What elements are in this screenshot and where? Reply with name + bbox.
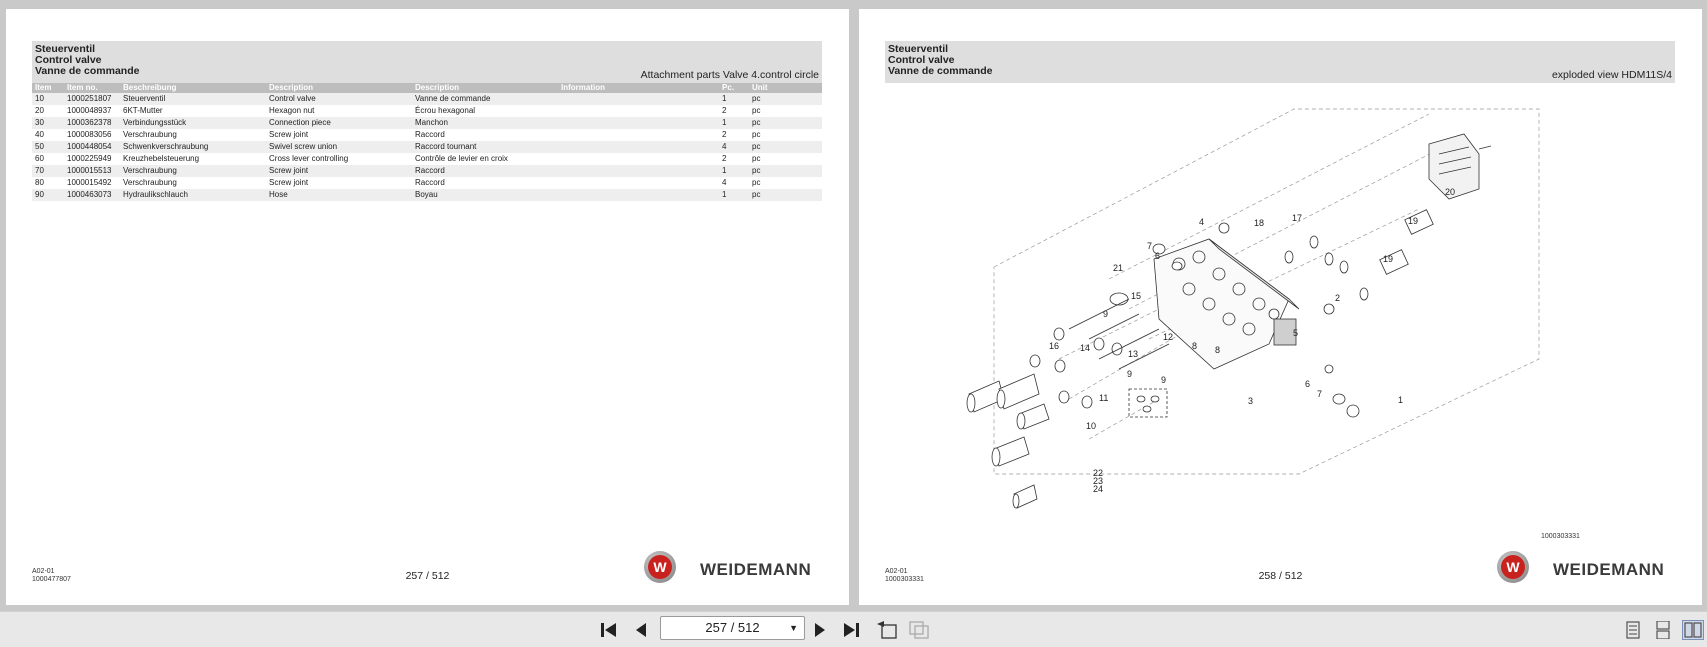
table-cell-en: Control valve bbox=[266, 93, 412, 105]
table-cell-unit: pc bbox=[749, 165, 822, 177]
table-cell-en: Hose bbox=[266, 189, 412, 201]
table-row bbox=[32, 117, 822, 129]
history-back-icon bbox=[876, 621, 898, 639]
title-english: Control valve bbox=[888, 54, 955, 66]
table-row bbox=[32, 141, 822, 153]
table-cell-info bbox=[558, 141, 719, 153]
callout-label: 6 bbox=[1305, 379, 1311, 389]
callout-label: 9 bbox=[1103, 309, 1109, 319]
table-cell-info bbox=[558, 117, 719, 129]
table-cell-de: Steuerventil bbox=[120, 93, 266, 105]
callout-label: 23 bbox=[1093, 476, 1104, 486]
table-cell-fr: Boyau bbox=[412, 189, 558, 201]
table-cell-item: 50 bbox=[32, 141, 64, 153]
table-cell-unit: pc bbox=[752, 154, 761, 163]
callout-label: 6 bbox=[1155, 251, 1161, 261]
table-cell-de: Verschraubung bbox=[120, 165, 266, 177]
history-forward-icon bbox=[908, 621, 930, 639]
table-cell-en: Hexagon nut bbox=[269, 106, 315, 115]
table-cell-no: 1000015513 bbox=[64, 165, 120, 177]
table-row bbox=[32, 177, 822, 189]
callout-label: 11 bbox=[1099, 393, 1109, 403]
table-cell-en: Cross lever controlling bbox=[269, 154, 349, 163]
callout-label: 3 bbox=[1248, 396, 1254, 406]
table-cell-unit: pc bbox=[749, 117, 822, 129]
callout-label: 21 bbox=[1113, 263, 1124, 273]
table-cell-no: 1000083056 bbox=[67, 130, 112, 139]
go-back-button[interactable] bbox=[876, 620, 898, 640]
table-cell-info bbox=[558, 105, 719, 117]
title-german: Steuerventil bbox=[888, 43, 949, 55]
table-cell-en: Connection piece bbox=[266, 117, 412, 129]
table-cell-fr: Vanne de commande bbox=[412, 93, 558, 105]
table-cell-unit: pc bbox=[749, 93, 822, 105]
table-cell-pc: 1 bbox=[719, 189, 749, 201]
drawing-number: 1000303331 bbox=[1541, 533, 1580, 540]
table-cell-de: 6KT-Mutter bbox=[123, 106, 163, 115]
callout-label: 19 bbox=[1383, 254, 1394, 264]
table-row bbox=[32, 129, 822, 141]
table-cell-pc: 4 bbox=[719, 141, 749, 153]
viewer-toolbar bbox=[0, 611, 1707, 647]
single-page-view-button[interactable] bbox=[1622, 620, 1644, 640]
table-cell-item: 90 bbox=[32, 189, 64, 201]
table-cell-info bbox=[558, 189, 719, 201]
exploded-view-drawing bbox=[859, 9, 1702, 549]
table-cell-unit: pc bbox=[752, 106, 761, 115]
parts-list-header bbox=[32, 41, 822, 83]
footer-code: A02-01 bbox=[32, 568, 55, 575]
table-cell-fr: Raccord bbox=[415, 178, 445, 187]
brand-name: WEIDEMANN bbox=[1553, 560, 1665, 579]
callout-label: 22 bbox=[1093, 468, 1104, 478]
table-cell-fr: Raccord tournant bbox=[412, 141, 558, 153]
go-forward-button[interactable] bbox=[908, 620, 930, 640]
col-item: Item bbox=[32, 83, 64, 93]
col-information: Information bbox=[558, 83, 719, 93]
table-cell-no: 1000251807 bbox=[64, 93, 120, 105]
table-cell-fr: Raccord bbox=[415, 130, 445, 139]
previous-page-icon bbox=[634, 622, 648, 638]
callout-label: 8 bbox=[1192, 341, 1198, 351]
previous-page-button[interactable] bbox=[630, 620, 652, 640]
logo-letter: W bbox=[1501, 555, 1525, 579]
callout-label: 16 bbox=[1049, 341, 1060, 351]
col-pc: Pc. bbox=[719, 83, 749, 93]
table-cell-info bbox=[558, 165, 719, 177]
next-page-icon bbox=[813, 622, 827, 638]
drawing-subtitle: exploded view HDM11S/4 bbox=[1551, 69, 1672, 81]
table-cell-pc: 1 bbox=[719, 165, 749, 177]
left-page bbox=[6, 9, 849, 605]
table-cell-item: 30 bbox=[32, 117, 64, 129]
single-page-icon bbox=[1625, 621, 1641, 639]
first-page-icon bbox=[600, 622, 618, 638]
table-cell-de: Verbindungsstück bbox=[120, 117, 266, 129]
table-cell-en: Screw joint bbox=[266, 165, 412, 177]
continuous-page-icon bbox=[1655, 621, 1671, 639]
table-cell-no: 1000362378 bbox=[64, 117, 120, 129]
table-header-row bbox=[32, 83, 822, 93]
callout-label: 20 bbox=[1445, 187, 1456, 197]
table-cell-no: 1000448054 bbox=[64, 141, 120, 153]
table-cell-de: Schwenkverschraubung bbox=[120, 141, 266, 153]
continuous-view-button[interactable] bbox=[1652, 620, 1674, 640]
table-cell-info bbox=[558, 93, 719, 105]
table-cell-item: 70 bbox=[32, 165, 64, 177]
last-page-button[interactable] bbox=[840, 620, 862, 640]
table-row bbox=[32, 105, 822, 117]
col-description-fr: Description bbox=[412, 83, 558, 93]
table-cell-fr: Contrôle de levier en croix bbox=[415, 154, 508, 163]
weidemann-logo-icon bbox=[1497, 551, 1529, 583]
callout-label: 13 bbox=[1128, 349, 1139, 359]
table-cell-no: 1000048937 bbox=[67, 106, 112, 115]
table-row bbox=[32, 189, 822, 201]
table-cell-info bbox=[558, 129, 719, 141]
table-cell-de: Verschraubung bbox=[123, 178, 177, 187]
table-cell-pc: 1 bbox=[719, 117, 749, 129]
footer-code: A02-01 bbox=[885, 568, 908, 575]
callout-label: 24 bbox=[1093, 484, 1104, 494]
table-cell-fr: Manchon bbox=[412, 117, 558, 129]
table-cell-fr: Raccord bbox=[412, 165, 558, 177]
table-cell-de: Kreuzhebelsteuerung bbox=[123, 154, 200, 163]
table-cell-en: Swivel screw union bbox=[266, 141, 412, 153]
title-french: Vanne de commande bbox=[35, 65, 140, 77]
table-cell-pc: 2 bbox=[722, 154, 727, 163]
callout-label: 19 bbox=[1408, 216, 1419, 226]
table-cell-no: 1000463073 bbox=[64, 189, 120, 201]
callout-label: 1 bbox=[1398, 395, 1404, 405]
parts-table bbox=[32, 83, 822, 201]
footer-doc-id: 1000303331 bbox=[885, 576, 924, 583]
page-selector[interactable] bbox=[660, 616, 805, 640]
table-cell-unit: pc bbox=[752, 130, 761, 139]
table-cell-de: Verschraubung bbox=[123, 130, 177, 139]
table-cell-item: 80 bbox=[35, 178, 44, 187]
first-page-button[interactable] bbox=[598, 620, 620, 640]
title-french: Vanne de commande bbox=[888, 65, 993, 77]
col-beschreibung: Beschreibung bbox=[120, 83, 266, 93]
assembly-subtitle: Attachment parts Valve 4.control circle bbox=[640, 69, 819, 81]
table-cell-en: Screw joint bbox=[269, 130, 309, 139]
table-cell-item: 10 bbox=[32, 93, 64, 105]
table-cell-unit: pc bbox=[752, 178, 761, 187]
table-row bbox=[32, 153, 822, 165]
table-cell-de: Hydraulikschlauch bbox=[120, 189, 266, 201]
right-page bbox=[859, 9, 1702, 605]
footer-doc-id: 1000477807 bbox=[32, 576, 71, 583]
table-cell-unit: pc bbox=[749, 141, 822, 153]
callout-label: 2 bbox=[1335, 293, 1341, 303]
table-cell-info bbox=[558, 177, 719, 189]
callout-label: 9 bbox=[1127, 369, 1133, 379]
two-page-icon bbox=[1684, 622, 1702, 638]
chevron-down-icon: ▼ bbox=[789, 623, 798, 633]
table-cell-info bbox=[558, 153, 719, 165]
table-cell-fr: Écrou hexagonal bbox=[415, 106, 476, 115]
next-page-button[interactable] bbox=[809, 620, 831, 640]
table-cell-pc: 4 bbox=[722, 178, 727, 187]
col-item-no: Item no. bbox=[64, 83, 120, 93]
callout-label: 15 bbox=[1131, 291, 1142, 301]
callout-label: 7 bbox=[1147, 241, 1153, 251]
col-description-en: Description bbox=[266, 83, 412, 93]
table-cell-pc: 2 bbox=[722, 130, 727, 139]
two-page-view-button[interactable] bbox=[1682, 620, 1704, 640]
table-cell-pc: 1 bbox=[719, 93, 749, 105]
callout-label: 7 bbox=[1317, 389, 1323, 399]
weidemann-logo-icon bbox=[644, 551, 676, 583]
callout-label: 4 bbox=[1199, 217, 1205, 227]
table-cell-item: 40 bbox=[35, 130, 44, 139]
callout-label: 18 bbox=[1254, 218, 1265, 228]
last-page-icon bbox=[842, 622, 860, 638]
table-cell-pc: 2 bbox=[722, 106, 727, 115]
callout-label: 12 bbox=[1163, 332, 1174, 342]
table-row bbox=[32, 93, 822, 105]
callout-label: 5 bbox=[1293, 328, 1299, 338]
logo-letter: W bbox=[648, 555, 672, 579]
page-number: 258 / 512 bbox=[1258, 570, 1303, 582]
table-cell-unit: pc bbox=[749, 189, 822, 201]
brand-name: WEIDEMANN bbox=[700, 560, 812, 579]
table-row bbox=[32, 165, 822, 177]
table-cell-item: 60 bbox=[35, 154, 44, 163]
callout-label: 10 bbox=[1086, 421, 1097, 431]
page-selector-value: 257 / 512 bbox=[705, 620, 760, 635]
callout-label: 8 bbox=[1215, 345, 1221, 355]
callout-label: 17 bbox=[1292, 213, 1303, 223]
table-cell-no: 1000225949 bbox=[67, 154, 112, 163]
table-cell-en: Screw joint bbox=[269, 178, 309, 187]
callout-label: 14 bbox=[1080, 343, 1091, 353]
title-german: Steuerventil bbox=[35, 43, 96, 55]
table-cell-item: 20 bbox=[35, 106, 44, 115]
title-english: Control valve bbox=[35, 54, 102, 66]
callout-label: 9 bbox=[1161, 375, 1167, 385]
table-cell-no: 1000015492 bbox=[67, 178, 112, 187]
col-unit: Unit bbox=[749, 83, 822, 93]
page-number: 257 / 512 bbox=[405, 570, 450, 582]
